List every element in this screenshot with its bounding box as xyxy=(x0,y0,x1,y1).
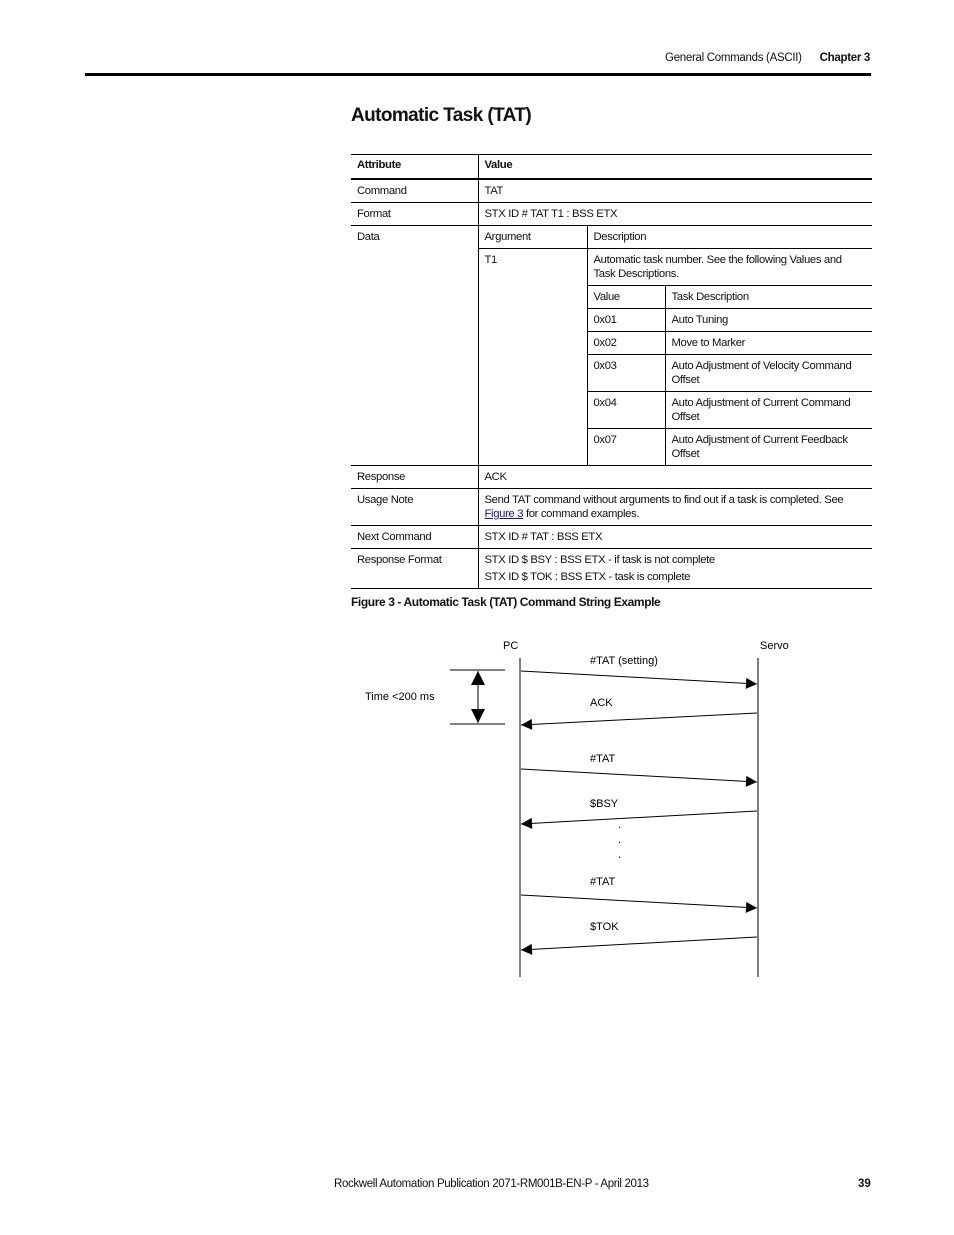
page-title: Automatic Task (TAT) xyxy=(351,105,532,126)
task-value: 0x01 xyxy=(587,309,665,332)
row-label-usage: Usage Note xyxy=(351,489,478,526)
data-argument-value: T1 xyxy=(478,249,587,466)
task-description: Auto Adjustment of Current Command Offset xyxy=(665,392,872,429)
ellipsis-dot: . xyxy=(618,819,622,831)
row-label-response-format: Response Format xyxy=(351,549,478,589)
task-description: Auto Adjustment of Velocity Command Offset xyxy=(665,355,872,392)
message-arrow xyxy=(521,895,757,908)
message-label: ACK xyxy=(590,697,613,709)
usage-text-end: for command examples. xyxy=(523,508,640,520)
response-format-line: STX ID $ BSY : BSS ETX - if task is not complete xyxy=(484,554,715,566)
message-label: #TAT (setting) xyxy=(590,655,658,667)
message-arrow xyxy=(521,713,757,725)
row-value-next-command: STX ID # TAT : BSS ETX xyxy=(478,526,872,549)
row-label-next-command: Next Command xyxy=(351,526,478,549)
message-arrow xyxy=(521,671,757,684)
row-value-command: TAT xyxy=(478,179,872,203)
header-chapter: Chapter 3 xyxy=(819,52,870,64)
task-value: 0x03 xyxy=(587,355,665,392)
pc-label: PC xyxy=(503,640,519,652)
message-label: #TAT xyxy=(590,753,616,765)
row-value-response: ACK xyxy=(478,466,872,489)
header-section: General Commands (ASCII) xyxy=(665,52,802,64)
figure-caption: Figure 3 - Automatic Task (TAT) Command String Example xyxy=(351,595,661,609)
message-arrow xyxy=(521,769,757,782)
message-label: $TOK xyxy=(590,921,619,933)
task-value: 0x02 xyxy=(587,332,665,355)
row-label-data: Data xyxy=(351,226,478,466)
task-description: Move to Marker xyxy=(665,332,872,355)
row-value-format: STX ID # TAT T1 : BSS ETX xyxy=(478,203,872,226)
time-label: Time <200 ms xyxy=(365,691,435,703)
servo-label: Servo xyxy=(760,640,789,652)
page-number: 39 xyxy=(858,1178,871,1190)
header-value: Value xyxy=(478,155,872,180)
task-value: 0x04 xyxy=(587,392,665,429)
row-label-command: Command xyxy=(351,179,478,203)
ellipsis-dot: . xyxy=(618,834,622,846)
message-label: $BSY xyxy=(590,798,619,810)
data-description-header: Description xyxy=(587,226,872,249)
response-format-line: STX ID $ TOK : BSS ETX - task is complete xyxy=(484,571,691,583)
message-arrow xyxy=(521,811,757,824)
task-description-header: Task Description xyxy=(665,286,872,309)
data-argument-header: Argument xyxy=(478,226,587,249)
header-attribute: Attribute xyxy=(351,155,478,180)
task-description: Auto Adjustment of Current Feedback Offset xyxy=(665,429,872,466)
row-label-response: Response xyxy=(351,466,478,489)
message-label: #TAT xyxy=(590,876,616,888)
figure-3-link[interactable]: Figure 3 xyxy=(484,508,524,520)
task-description: Auto Tuning xyxy=(665,309,872,332)
ellipsis-dot: . xyxy=(618,849,622,861)
data-description-value: Automatic task number. See the following Values and Task Descriptions. xyxy=(587,249,872,286)
task-value: 0x07 xyxy=(587,429,665,466)
task-value-header: Value xyxy=(587,286,665,309)
usage-text: Send TAT command without arguments to find out if a task is completed. See xyxy=(484,494,844,506)
footer-publication: Rockwell Automation Publication 2071-RM001B-EN-P - April 2013 xyxy=(334,1178,649,1190)
row-label-format: Format xyxy=(351,203,478,226)
message-arrow xyxy=(521,937,757,950)
